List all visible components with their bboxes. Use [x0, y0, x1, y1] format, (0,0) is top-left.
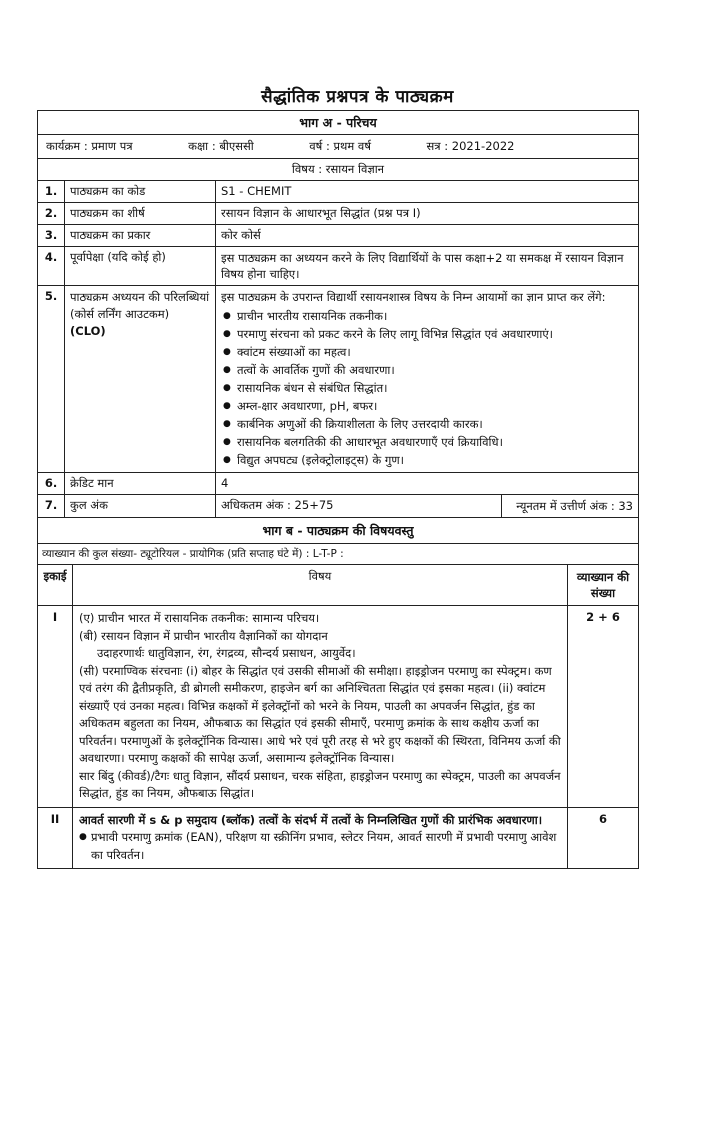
row-credit: [38, 472, 638, 494]
list-item: ● तत्वों के आवर्तिक गुणों की अवधारणा।: [237, 361, 633, 379]
row-number: 3.: [38, 225, 65, 246]
row-number: 6.: [38, 473, 65, 494]
row-label: पाठ्यक्रम का कोड: [65, 181, 216, 202]
unit-1-lectures: 2 + 6: [586, 610, 620, 624]
row-number: 1.: [38, 181, 65, 202]
list-item: ● परमाणु संरचना को प्रकट करने के लिए लागू विभिन्न सिद्धांत एवं अवधारणाएं।: [237, 325, 633, 343]
table-header: [38, 564, 638, 605]
row-prerequisite: [38, 246, 638, 285]
unit-2-bullet-text: प्रभावी परमाणु क्रमांक (EAN), परिक्षण या स्क्रीनिंग प्रभाव, स्लेटर नियम, आवर्त सारणी में प्रभावी परमाणु आवेश का परिवर्तन।: [91, 830, 557, 862]
lectures-header: व्याख्यान की संख्या: [576, 570, 630, 600]
row-type: [38, 224, 638, 246]
row-value: 4: [221, 476, 229, 490]
unit-number: I: [38, 606, 73, 807]
list-item: ● रासायनिक बंधन से संबंधित सिद्धांत।: [237, 379, 633, 397]
session: सत्र : 2021-2022: [426, 139, 515, 153]
year: वर्ष : प्रथम वर्ष: [309, 139, 371, 153]
row-label: पाठ्यक्रम का शीर्ष: [65, 203, 216, 224]
list-item: ● क्वांटम संख्याओं का महत्व।: [237, 343, 633, 361]
row-title: [38, 202, 638, 224]
unit-1-content: [73, 606, 568, 807]
row-value: S1 - CHEMIT: [221, 184, 292, 198]
meta-row: [38, 134, 638, 158]
part-b-heading: भाग ब - पाठ्यक्रम की विषयवस्तु: [38, 517, 638, 543]
part-a-heading: भाग अ - परिचय: [299, 115, 377, 130]
subject-heading: विषय : रसायन विज्ञान: [38, 158, 638, 180]
unit-1-b: (बी) रसायन विज्ञान में प्राचीन भारतीय वैज्ञानिकों का योगदान: [79, 628, 328, 643]
list-item: ● प्राचीन भारतीय रासायनिक तकनीक।: [237, 307, 633, 325]
unit-1-row: [38, 605, 638, 807]
row-value: कोर कोर्स: [221, 228, 261, 242]
unit-1-keywords: सार बिंदु (कीवर्ड)/टैगः धातु विज्ञान, सौंदर्य प्रसाधन, चरक संहिता, हाइड्रोजन परमाणु का स्पेक्ट्रम, पाउली का अपवर्जन सिद्धांत, हुंड का नियम, औफबाऊ सिद्धांत।: [79, 768, 561, 800]
row-value: रसायन विज्ञान के आधारभूत सिद्धांत (प्रश्न पत्र I): [221, 206, 421, 220]
row-marks: [38, 494, 638, 517]
list-item: ● रासायनिक बलगतिकी की आधारभूत अवधारणाएँ एवं क्रियाविधि।: [237, 433, 633, 451]
row-label: क्रेडिट मान: [65, 473, 216, 494]
row-number: 2.: [38, 203, 65, 224]
row-clo: [38, 285, 638, 472]
unit-1-c: (सी) परमाण्विक संरचनाः (i) बोहर के सिद्धांत एवं उसकी सीमाओं की समीक्षा। हाइड्रोजन परमाणु का स्पेक्ट्रम। कण एवं तरंग की द्वैतीप्रकृति, डी ब्रोगली समीकरण, हाइजेन बर्ग का अनिश्चितता सिद्धांत एवं इसका महत्व। (ii) क्वांटम संख्याएँ एवं उनका महत्व। विभिन्न कक्षकों में इलेक्ट्रॉनों को भरने के नियम, पाउली का अपवर्जन सिद्धांत, हुंड का अधिकतम बहुलता का नियम, औफबाऊ का सिद्धांत एवं इसकी सीमाएँ, परमाणु क्रमांक के साथ कक्षीय ऊर्जा का परिवर्तन। परमाणुओं के इलेक्ट्रॉनिक विन्यास। आधे भरे एवं पूरी तरह से भरे हुए कक्षकों की स्थिरता, विनिमय ऊर्जा की अवधारणा। परमाणु कक्षकों की सापेक्ष ऊर्जा, असामान्य इलेक्ट्रॉनिक विन्यास।: [79, 663, 561, 765]
clo-label: [65, 286, 216, 472]
syllabus-table: [37, 110, 639, 869]
unit-2-content: [73, 808, 568, 869]
list-item: ● विद्युत अपघट्य (इलेक्ट्रोलाइट्स) के गुण।: [237, 451, 633, 469]
unit-number: II: [38, 808, 73, 869]
unit-2-row: [38, 807, 638, 869]
unit-2-bullet: [79, 829, 561, 864]
unit-1-a: (ए) प्राचीन भारत में रासायनिक तकनीक: सामान्य परिचय।: [79, 611, 320, 625]
unit-2-intro: आवर्त सारणी में s & p समुदाय (ब्लॉक) तत्वों के संदर्भ में तत्वों के निम्नलिखित गुणों की प्रारंभिक अवधारणा।: [79, 812, 543, 827]
lecture-info: व्याख्यान की कुल संख्या- ट्यूटोरियल - प्रायोगिक (प्रति सप्ताह घंटे में) : L-T-P :: [38, 543, 638, 564]
row-code: [38, 180, 638, 202]
row-number: 4.: [38, 247, 65, 285]
page-title: सैद्धांतिक प्रश्नपत्र के पाठ्यक्रम: [261, 87, 454, 107]
bullet-icon: ●: [79, 832, 87, 842]
subject-header: विषय: [73, 565, 568, 605]
clo-content: [216, 286, 638, 472]
unit-2-lectures: 6: [598, 811, 607, 826]
clo-intro: इस पाठ्यक्रम के उपरान्त विद्यार्थी रसायनशास्त्र विषय के निम्न आयामों का ज्ञान प्राप्त कर लेंगे:: [221, 290, 606, 304]
unit-1-b2: उदाहरणार्थः धातुविज्ञान, रंग, रंगद्रव्य, सौन्दर्य प्रसाधन, आयुर्वेद।: [97, 646, 356, 660]
row-label: कुल अंक: [65, 495, 216, 517]
row-label: पाठ्यक्रम का प्रकार: [65, 225, 216, 246]
row-number: 5.: [38, 286, 65, 472]
row-label: पूर्वापेक्षा (यदि कोई हो): [65, 247, 216, 285]
list-item: ● अम्ल-क्षार अवधारणा, pH, बफर।: [237, 397, 633, 415]
clo-label-text: पाठ्यक्रम अध्ययन की परिलब्धियां (कोर्स लर्निंग आउटकम): [70, 290, 210, 321]
row-number: 7.: [38, 495, 65, 517]
max-marks: अधिकतम अंक : 25+75: [216, 495, 502, 517]
clo-list: [221, 307, 633, 469]
programme: कार्यक्रम : प्रमाण पत्र: [46, 139, 133, 153]
unit-header: इकाई: [38, 565, 73, 605]
list-item: ● कार्बनिक अणुओं की क्रियाशीलता के लिए उत्तरदायी कारक।: [237, 415, 633, 433]
class: कक्षा : बीएससी: [188, 139, 254, 153]
clo-abbrev: (CLO): [70, 324, 106, 338]
row-value: इस पाठ्यक्रम का अध्ययन करने के लिए विद्यार्थियों के पास कक्षा+2 या समकक्ष में रसायन विज्ञान विषय होना चाहिए।: [221, 251, 624, 281]
min-marks: न्यूनतम में उत्तीर्ण अंक : 33: [516, 499, 633, 513]
